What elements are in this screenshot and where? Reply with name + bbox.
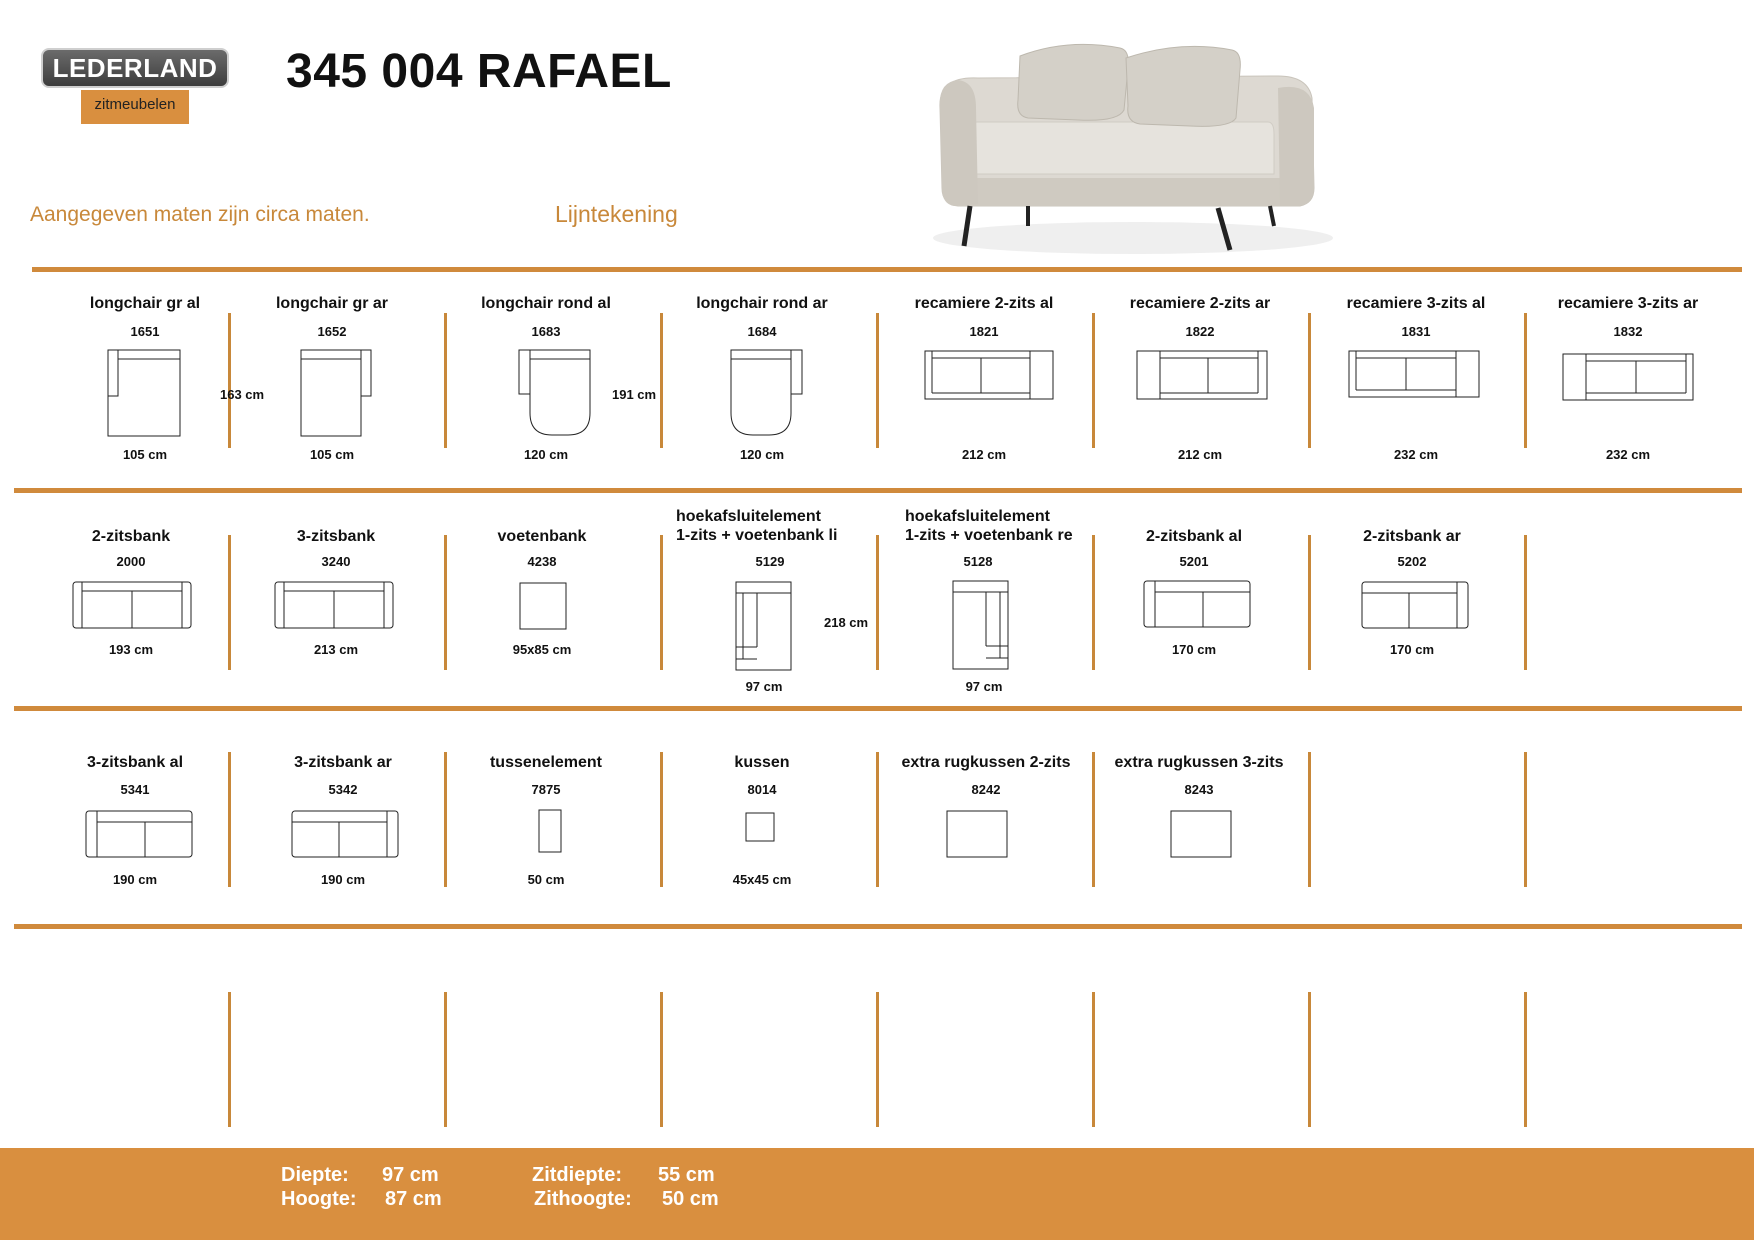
item-width: 105 cm [309, 447, 355, 462]
item-width: 97 cm [745, 679, 783, 694]
item-label: recamiere 2-zits al [914, 295, 1054, 312]
item-8242 [878, 754, 1094, 894]
item-drawing [85, 810, 195, 860]
item-label: 2-zitsbank ar [1363, 528, 1461, 545]
column-divider [1308, 992, 1311, 1127]
item-width: 232 cm [1393, 447, 1439, 462]
item-5129 [656, 508, 872, 698]
item-7875 [438, 754, 654, 894]
item-5341 [27, 754, 243, 894]
item-3240 [228, 528, 444, 698]
dimension-note: Aangegeven maten zijn circa maten. [30, 203, 370, 226]
spec-diepte-label: Diepte: [281, 1164, 349, 1186]
item-label: 2-zitsbank [91, 528, 171, 545]
spec-zithoogte-label: Zithoogte: [534, 1188, 632, 1210]
item-drawing [291, 810, 401, 860]
item-width: 45x45 cm [732, 872, 792, 887]
item-label: recamiere 2-zits ar [1129, 295, 1271, 312]
item-width: 213 cm [313, 642, 359, 657]
item-label: kussen [734, 754, 790, 771]
item-drawing [924, 350, 1056, 402]
item-code: 1822 [1185, 324, 1215, 339]
column-divider [444, 992, 447, 1127]
separator-line [14, 488, 1742, 493]
item-label-line-1: hoekafsluitelement [676, 508, 821, 525]
column-divider [1308, 752, 1311, 887]
item-1651 [37, 295, 253, 465]
item-1822 [1092, 295, 1308, 465]
item-label-line-2: 1-zits + voetenbank li [676, 527, 838, 544]
item-depth: 191 cm [612, 387, 657, 402]
item-drawing [518, 349, 594, 439]
item-width: 95x85 cm [512, 642, 572, 657]
item-label-line-1: hoekafsluitelement [905, 508, 1050, 525]
page-title: 345 004 RAFAEL [286, 45, 672, 98]
spec-zithoogte-value: 50 cm [662, 1188, 719, 1210]
item-depth: 163 cm [220, 387, 265, 402]
item-drawing [300, 349, 376, 439]
item-label: 3-zitsbank al [86, 754, 184, 771]
item-1652 [220, 295, 440, 465]
column-divider [660, 992, 663, 1127]
item-1831 [1308, 295, 1524, 465]
item-code: 5342 [328, 782, 358, 797]
item-depth: 218 cm [824, 615, 869, 630]
item-drawing [745, 812, 777, 844]
item-code: 8243 [1184, 782, 1214, 797]
item-width: 120 cm [739, 447, 785, 462]
brand-logo [41, 48, 229, 124]
column-divider [1524, 752, 1527, 887]
item-code: 5128 [963, 554, 993, 569]
item-width: 170 cm [1389, 642, 1435, 657]
item-label: longchair gr al [89, 295, 201, 312]
item-drawing [538, 809, 564, 855]
item-width: 232 cm [1605, 447, 1651, 462]
item-2000 [23, 528, 239, 698]
item-drawing [1562, 353, 1696, 403]
item-drawing [730, 349, 806, 439]
item-label: 3-zitsbank [296, 528, 376, 545]
item-width: 120 cm [523, 447, 569, 462]
item-code: 8014 [747, 782, 777, 797]
item-drawing [946, 810, 1010, 860]
brand-name: LEDERLAND [41, 48, 229, 88]
item-label: voetenbank [497, 528, 587, 545]
item-5201 [1086, 528, 1302, 698]
column-divider [1524, 535, 1527, 670]
item-drawing [72, 581, 194, 631]
item-drawing [107, 349, 183, 439]
spec-zitdiepte-label: Zitdiepte: [532, 1164, 622, 1186]
separator-line [14, 706, 1742, 711]
item-width: 105 cm [122, 447, 168, 462]
item-4238 [434, 528, 650, 698]
item-width: 97 cm [965, 679, 1003, 694]
separator-line [32, 267, 1742, 272]
item-drawing [519, 582, 569, 632]
item-code: 1683 [531, 324, 561, 339]
item-code: 2000 [116, 554, 146, 569]
item-width: 193 cm [108, 642, 154, 657]
item-width: 212 cm [961, 447, 1007, 462]
item-width: 190 cm [320, 872, 366, 887]
item-code: 1652 [317, 324, 347, 339]
item-label: tussenelement [489, 754, 603, 771]
item-drawing [1136, 350, 1270, 402]
drawing-label: Lijntekening [555, 201, 678, 227]
item-drawing [1143, 580, 1253, 630]
spec-zitdiepte-value: 55 cm [658, 1164, 715, 1186]
item-code: 5341 [120, 782, 150, 797]
item-code: 8242 [971, 782, 1001, 797]
item-5202 [1304, 528, 1520, 698]
column-divider [228, 992, 231, 1127]
item-drawing [1170, 810, 1234, 860]
item-1684 [654, 295, 870, 465]
item-1821 [876, 295, 1092, 465]
item-drawing [735, 581, 793, 673]
item-label: extra rugkussen 3-zits [1114, 754, 1284, 771]
item-label: recamiere 3-zits ar [1557, 295, 1699, 312]
item-label: extra rugkussen 2-zits [901, 754, 1071, 771]
item-width: 190 cm [112, 872, 158, 887]
item-label: longchair rond al [481, 295, 611, 312]
column-divider [1092, 992, 1095, 1127]
item-code: 3240 [321, 554, 351, 569]
item-code: 4238 [527, 554, 557, 569]
item-code: 5202 [1397, 554, 1427, 569]
item-label-line-2: 1-zits + voetenbank re [905, 527, 1073, 544]
separator-line [14, 924, 1742, 929]
spec-hoogte-label: Hoogte: [281, 1188, 357, 1210]
item-code: 1821 [969, 324, 999, 339]
item-code: 1684 [747, 324, 777, 339]
item-code: 5129 [755, 554, 785, 569]
item-code: 1832 [1613, 324, 1643, 339]
item-label: longchair rond ar [696, 295, 828, 312]
item-8014 [654, 754, 870, 894]
specs-bar [0, 1148, 1754, 1240]
item-8243 [1091, 754, 1307, 894]
item-width: 50 cm [527, 872, 565, 887]
column-divider [1524, 992, 1527, 1127]
item-code: 5201 [1179, 554, 1209, 569]
item-code: 7875 [531, 782, 561, 797]
item-drawing [1348, 350, 1482, 402]
column-divider [876, 992, 879, 1127]
spec-hoogte-value: 87 cm [385, 1188, 442, 1210]
spec-diepte-value: 97 cm [382, 1164, 439, 1186]
item-code: 1831 [1401, 324, 1431, 339]
brand-sub: zitmeubelen [81, 90, 189, 124]
item-drawing [1361, 581, 1471, 631]
item-width: 212 cm [1177, 447, 1223, 462]
item-drawing [274, 581, 396, 631]
sofa-illustration [918, 38, 1343, 258]
item-label: recamiere 3-zits al [1346, 295, 1486, 312]
item-code: 1651 [130, 324, 160, 339]
item-1832 [1520, 295, 1736, 465]
item-5128 [876, 508, 1092, 698]
item-drawing [952, 580, 1010, 672]
item-label: 3-zitsbank ar [294, 754, 392, 771]
item-label: longchair gr ar [275, 295, 389, 312]
item-width: 170 cm [1171, 642, 1217, 657]
item-5342 [235, 754, 451, 894]
item-label: 2-zitsbank al [1145, 528, 1243, 545]
item-1683 [438, 295, 657, 465]
